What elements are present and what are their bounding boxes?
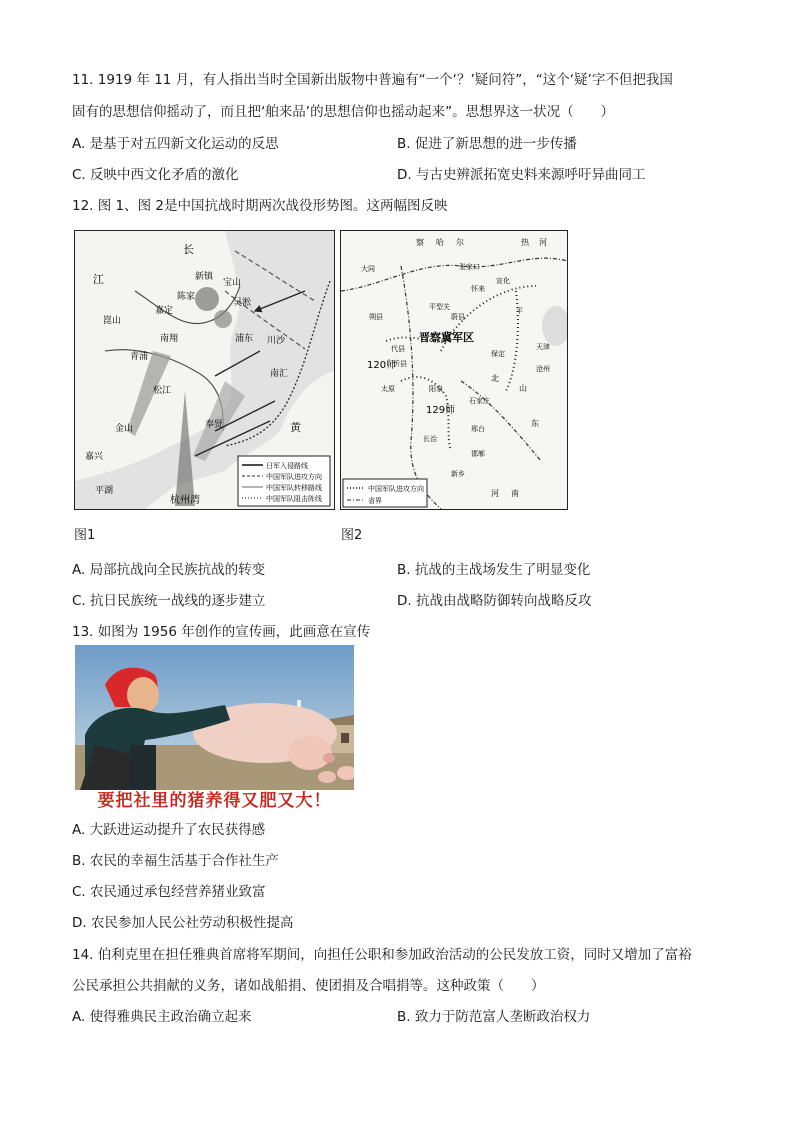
map1-place-label: 平湖	[95, 486, 114, 496]
q11-stem-line1: 11. 1919 年 11 月，有人指出当时全国新出版物中普遍有“一个‘？’疑问符”，“这个‘疑’字不但把我国	[72, 72, 673, 88]
map2-place-label: 天津	[536, 343, 550, 351]
q14-stem-line1: 14. 伯利克里在担任雅典首席将军期间，向担任公职和参加政治活动的公民发放工资，同时又增加了富裕	[72, 947, 692, 963]
map2-place-label: 平	[516, 307, 523, 315]
map1-place-label: 新镇	[195, 272, 214, 282]
map1-legend-item: 中国军队转移路线	[266, 484, 322, 492]
map1-place-label: 杭州湾	[170, 495, 200, 506]
map2-region-label: 晋察冀军区	[419, 331, 474, 344]
q13-option-b: B. 农民的幸福生活基于合作社生产	[72, 853, 279, 869]
map1-place-label: 川沙	[267, 336, 286, 346]
map2-legend-item: 中国军队进攻方向	[368, 485, 424, 493]
map2-division-label: 129师	[426, 405, 456, 416]
map2-place-label: 大同	[361, 265, 375, 273]
q14-option-a: A. 使得雅典民主政治确立起来	[72, 1009, 252, 1025]
q11-option-b: B. 促进了新思想的进一步传播	[397, 136, 577, 152]
q13-option-c: C. 农民通过承包经营养猪业致富	[72, 884, 266, 900]
map1-place-label: 奉贤	[205, 420, 224, 430]
map2-place-label: 邢台	[471, 425, 485, 433]
propaganda-poster	[75, 645, 354, 813]
map2-place-label: 新乡	[451, 470, 465, 478]
q12-option-b: B. 抗战的主战场发生了明显变化	[397, 562, 591, 578]
q13-option-a: A. 大跃进运动提升了农民获得感	[72, 822, 266, 838]
figure-2-caption: 图2	[341, 528, 363, 543]
map1-drawing	[75, 231, 334, 509]
q14-stem-line2: 公民承担公共捐献的义务，诸如战船捐、使团捐及合唱捐等。这种政策（ ）	[72, 978, 545, 994]
map1-place-label: 黄	[290, 421, 301, 434]
map2-place-label: 热	[521, 238, 529, 247]
map2-place-label: 河	[491, 489, 499, 498]
map1-place-label: 南汇	[270, 369, 289, 379]
map2-place-label: 沧州	[536, 365, 550, 373]
map-figure-2	[340, 230, 568, 510]
map2-place-label: 阳泉	[429, 385, 443, 393]
map1-place-label: 嘉兴	[85, 452, 104, 462]
map1-place-label: 嘉定	[155, 306, 174, 316]
map1-place-label: 浦东	[235, 334, 254, 344]
map2-place-label: 察	[416, 238, 424, 247]
map1-place-label: 金山	[115, 424, 134, 434]
map1-legend-item: 中国军队阻击阵线	[266, 495, 322, 503]
map2-legend-item: 省界	[368, 497, 382, 505]
q12-option-c: C. 抗日民族统一战线的逐步建立	[72, 593, 266, 609]
map2-place-label: 平型关	[429, 303, 450, 311]
map1-place-label: 崑山	[103, 316, 122, 326]
map2-place-label: 保定	[491, 350, 505, 358]
map1-place-label: 青浦	[130, 352, 149, 362]
q11-stem-line2: 固有的思想信仰摇动了，而且把‘舶来品’的思想信仰也摇动起来”。思想界这一状况（ ）	[72, 104, 615, 120]
map2-place-label: 张家口	[459, 263, 480, 271]
q14-option-b: B. 致力于防范富人垄断政治权力	[397, 1009, 591, 1025]
map1-place-label: 陈家	[177, 292, 196, 302]
map-figure-1	[74, 230, 335, 510]
q12-option-a: A. 局部抗战向全民族抗战的转变	[72, 562, 266, 578]
q12-option-d: D. 抗战由战略防御转向战略反攻	[397, 593, 592, 609]
map1-place-label: 江	[93, 273, 104, 286]
map2-place-label: 邯郸	[471, 450, 485, 458]
map2-place-label: 哈	[436, 238, 444, 247]
map1-place-label: 南翔	[160, 334, 179, 344]
map1-legend-item: 中国军队进攻方向	[266, 473, 322, 481]
q13-option-d: D. 农民参加人民公社劳动积极性提高	[72, 915, 294, 931]
map2-place-label: 蔚县	[451, 313, 465, 321]
q12-stem: 12. 图 1、图 2是中国抗战时期两次战役形势图。这两幅图反映	[72, 198, 448, 214]
map2-place-label: 石家庄	[469, 397, 490, 405]
map2-place-label: 长治	[423, 435, 437, 443]
map2-drawing	[341, 231, 567, 509]
map2-place-label: 怀来	[471, 285, 485, 293]
map2-place-label: 河	[539, 238, 547, 247]
map1-place-label: 长	[183, 243, 194, 256]
map2-place-label: 东	[531, 419, 539, 428]
map1-place-label: 松江	[153, 386, 172, 396]
q11-option-a: A. 是基于对五四新文化运动的反思	[72, 136, 279, 152]
map1-legend-item: 日军入侵路线	[266, 462, 308, 470]
map2-place-label: 宣化	[496, 277, 510, 285]
map1-place-label: 宝山	[223, 278, 242, 288]
map2-place-label: 南	[511, 489, 519, 498]
map2-place-label: 朔县	[369, 313, 383, 321]
map2-place-label: 尔	[456, 238, 464, 247]
map2-place-label: 山	[519, 384, 527, 393]
map1-legend	[238, 456, 330, 506]
figure-1-caption: 图1	[74, 528, 96, 543]
map2-place-label: 忻县	[393, 360, 407, 368]
map2-place-label: 北	[491, 374, 499, 383]
q11-option-c: C. 反映中西文化矛盾的激化	[72, 167, 239, 183]
map2-legend	[343, 479, 427, 507]
map1-place-label: 吴淞	[233, 298, 252, 308]
q11-option-d: D. 与古史辨派拓宽史料来源呼吁异曲同工	[397, 167, 646, 183]
map2-place-label: 代县	[391, 345, 405, 353]
q13-stem: 13. 如图为 1956 年创作的宣传画，此画意在宣传	[72, 624, 371, 640]
poster-slogan: 要把社里的猪养得又肥又大！	[97, 791, 332, 811]
map2-place-label: 太原	[381, 385, 395, 393]
map2-division-label: 120师	[367, 360, 397, 371]
